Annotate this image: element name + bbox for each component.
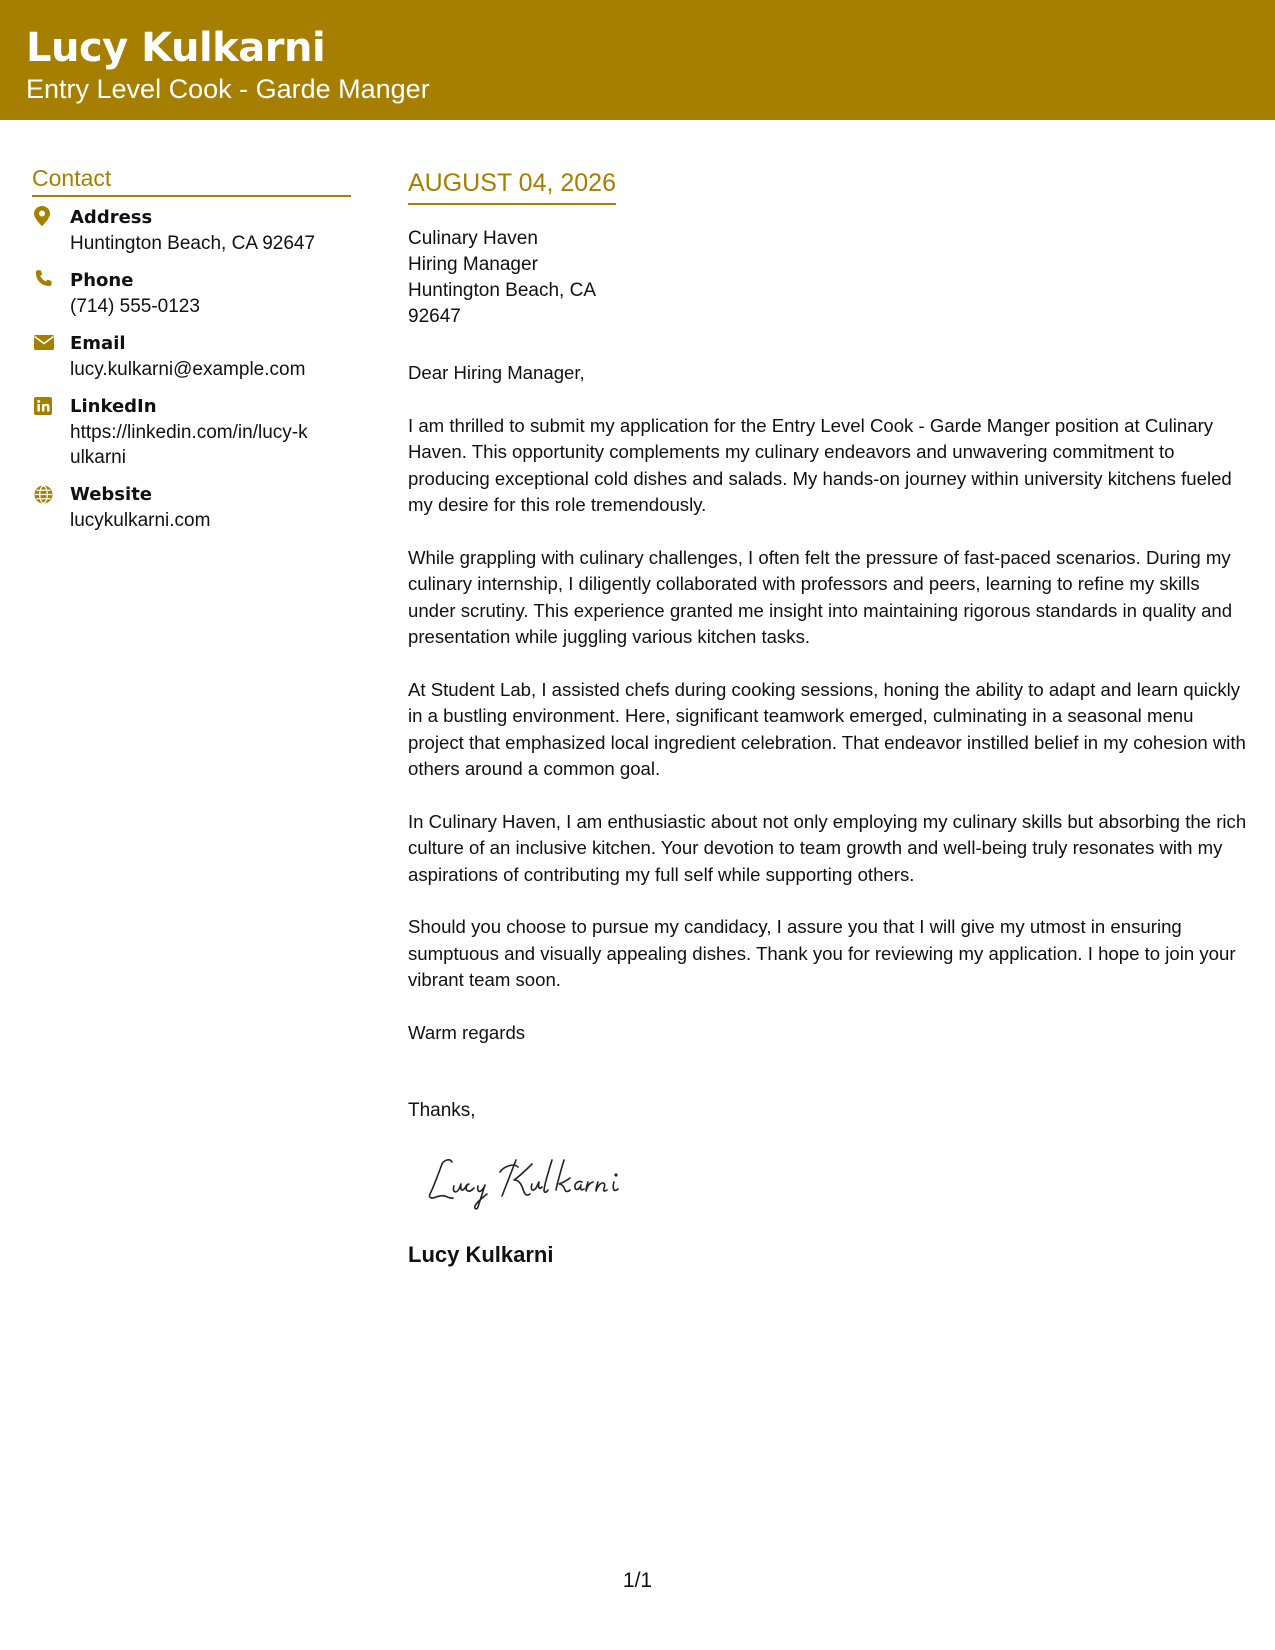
contact-linkedin-label: LinkedIn [70,396,157,417]
linkedin-icon [34,397,54,419]
letter-greeting: Dear Hiring Manager, [408,362,585,383]
applicant-name: Lucy Kulkarni [26,25,326,71]
letter-closing: Warm regards [408,1021,526,1043]
contact-phone-label: Phone [70,270,134,291]
page-number: 1/1 [622,1569,653,1592]
contact-linkedin-value[interactable]: https://linkedin.com/in/lucy-kulkarni [70,422,308,468]
signed-name: Lucy Kulkarni [408,1242,554,1267]
letter-body [408,360,1248,1072]
contact-website-value[interactable]: lucykulkarni.com [70,510,211,531]
letter-paragraph: Should you choose to pursue my candidacy, I assure you that I will give my utmost in ensuring sumptuous and visually appealing dishes. Thank you for reviewing my application. I hope to join your vibrant team soon. [408,916,1236,990]
envelope-icon [34,335,54,357]
contact-address-label: Address [70,207,153,228]
contact-email-label: Email [70,333,126,354]
phone-icon [34,269,54,291]
recipient-role: Hiring Manager [408,254,538,275]
contact-website-label: Website [70,484,153,505]
letter-date: AUGUST 04, 2026 [408,167,616,205]
letter-paragraph: While grappling with culinary challenges, I often felt the pressure of fast-paced scenarios. During my culinary internship, I diligently collaborated with professors and peers, learning to refine my skills under scrutiny. This experience granted me insight into maintaining rigorous standards in quality and presentation while juggling various kitchen tasks. [408,546,1233,647]
letter-paragraph: At Student Lab, I assisted chefs during cooking sessions, honing the ability to adapt and learn quickly in a bustling environment. Here, significant teamwork emerged, culminating in a seasonal menu project that emphasized local ingredient celebration. That endeavor instilled belief in my cohesion with others around a common goal. [408,678,1246,779]
header-banner [0,0,1275,120]
contact-phone-value: (714) 555-0123 [70,296,200,317]
recipient-zip: 92647 [408,306,461,327]
handwritten-signature [420,1150,670,1210]
contact-heading: Contact [32,165,112,191]
applicant-job-title: Entry Level Cook - Garde Manger [26,74,430,104]
contact-email-value: lucy.kulkarni@example.com [70,359,306,380]
recipient-city: Huntington Beach, CA [408,280,597,301]
letter-paragraph: I am thrilled to submit my application for the Entry Level Cook - Garde Manger position at Culinary Haven. This opportunity complements my culinary endeavors and unwavering commitment to producing exceptional cold dishes and salads. My hands-on journey within university kitchens fueled my desire for this role tremendously. [408,414,1232,515]
contact-divider [32,195,351,197]
letter-paragraph: In Culinary Haven, I am enthusiastic about not only employing my culinary skills but absorbing the rich culture of an inclusive kitchen. Your devotion to team growth and well-being truly resonates with my aspirations of contributing my full self while supporting others. [408,810,1247,885]
map-pin-icon [34,206,54,228]
globe-icon [34,485,54,507]
contact-address-value: Huntington Beach, CA 92647 [70,233,316,254]
letter-thanks: Thanks, [408,1100,476,1121]
recipient-company: Culinary Haven [408,228,538,249]
recipient-block [408,226,596,330]
